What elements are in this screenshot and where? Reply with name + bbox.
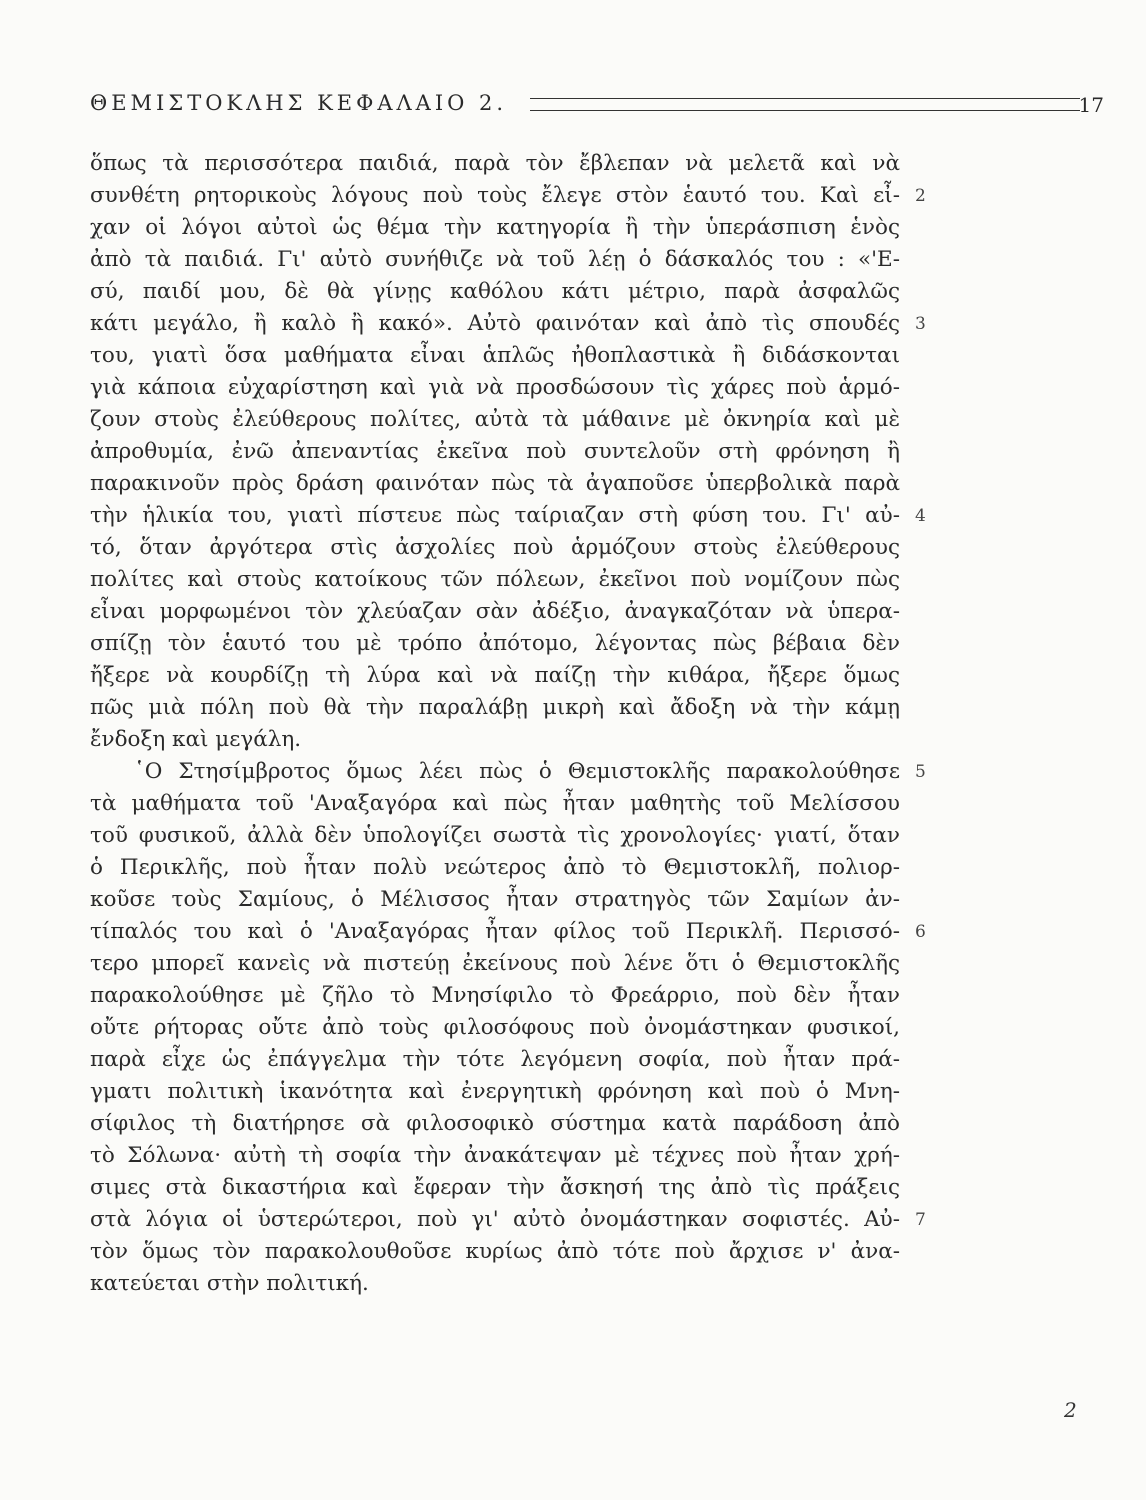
text-line: τίπαλός του καὶ ὁ 'Αναξαγόρας ἦταν φίλος τοῦ Περικλῆ. Περισσό- (90, 919, 900, 944)
margin-section-number: 5 (915, 762, 926, 782)
body-text (90, 148, 900, 1300)
text-line: τὸν ὅμως τὸν παρακολουθοῦσε κυρίως ἀπὸ τότε ποὺ ἄρχισε ν' ἀνα- (90, 1239, 900, 1264)
text-line: στὰ λόγια οἱ ὑστερώτεροι, ποὺ γι' αὐτὸ ὀνομάστηκαν σοφιστές. Αὐ- (90, 1207, 900, 1232)
text-line: πολίτες καὶ στοὺς κατοίκους τῶν πόλεων, ἐκεῖνοι ποὺ νομίζουν πὼς (90, 567, 900, 592)
text-line: γιὰ κάποια εὐχαρίστηση καὶ γιὰ νὰ προσδώσουν τὶς χάρες ποὺ ἁρμό- (90, 375, 900, 400)
text-line: τὸ Σόλωνα· αὐτὴ τὴ σοφία τὴν ἀνακάτεψαν μὲ τέχνες ποὺ ἦταν χρή- (90, 1143, 900, 1168)
text-line: σίφιλος τὴ διατήρησε σὰ φιλοσοφικὸ σύστημα κατὰ παράδοση ἀπὸ (90, 1111, 900, 1136)
text-line: ὁ Περικλῆς, ποὺ ἦταν πολὺ νεώτερος ἀπὸ τὸ Θεμιστοκλῆ, πολιορ- (90, 855, 900, 880)
running-header (90, 88, 1104, 118)
header-double-rule (530, 98, 1080, 111)
text-line: κάτι μεγάλο, ἢ καλὸ ἢ κακό». Αὐτὸ φαινόταν καὶ ἀπὸ τὶς σπουδές (90, 311, 900, 336)
text-line: τὴν ἡλικία του, γιατὶ πίστευε πὼς ταίριαζαν στὴ φύση του. Γι' αὐ- (90, 503, 900, 528)
text-line: του, γιατὶ ὅσα μαθήματα εἶναι ἁπλῶς ἠθοπλαστικὰ ἢ διδάσκονται (90, 343, 900, 368)
text-line: σπίζῃ τὸν ἑαυτό του μὲ τρόπο ἀπότομο, λέγοντας πὼς βέβαια δὲν (90, 631, 900, 656)
text-line: σύ, παιδί μου, δὲ θὰ γίνῃς καθόλου κάτι μέτριο, παρὰ ἀσφαλῶς (90, 279, 900, 304)
text-line: παρὰ εἶχε ὡς ἐπάγγελμα τὴν τότε λεγόμενη σοφία, ποὺ ἦταν πρά- (90, 1047, 900, 1072)
margin-section-number: 7 (915, 1210, 926, 1230)
text-line: ὅπως τὰ περισσότερα παιδιά, παρὰ τὸν ἔβλεπαν νὰ μελετᾶ καὶ νὰ (90, 151, 900, 176)
text-line: σιμες στὰ δικαστήρια καὶ ἔφεραν τὴν ἄσκησή της ἀπὸ τὶς πράξεις (90, 1175, 900, 1200)
text-line: κοῦσε τοὺς Σαμίους, ὁ Μέλισσος ἦταν στρατηγὸς τῶν Σαμίων ἀν- (90, 887, 900, 912)
text-line: παρακινοῦν πρὸς δράση φαινόταν πὼς τὰ ἀγαποῦσε ὑπερβολικὰ παρὰ (90, 471, 900, 496)
margin-section-number: 4 (915, 506, 926, 526)
signature-mark: 2 (1064, 1398, 1077, 1422)
text-line: εἶναι μορφωμένοι τὸν χλεύαζαν σὰν ἀδέξιο, ἀναγκαζόταν νὰ ὑπερα- (90, 599, 900, 624)
text-line: τερο μπορεῖ κανεὶς νὰ πιστεύῃ ἐκείνους ποὺ λένε ὅτι ὁ Θεμιστοκλῆς (90, 951, 900, 976)
text-line: συνθέτη ρητορικοὺς λόγους ποὺ τοὺς ἔλεγε στὸν ἑαυτό του. Καὶ εἶ- (90, 183, 900, 208)
page-number: 17 (1078, 93, 1104, 117)
text-line: ἤξερε νὰ κουρδίζῃ τὴ λύρα καὶ νὰ παίζῃ τὴν κιθάρα, ἤξερε ὅμως (90, 663, 900, 688)
text-line: ῾Ο Στησίμβροτος ὅμως λέει πὼς ὁ Θεμιστοκλῆς παρακολούθησε (134, 759, 900, 784)
text-line: πῶς μιὰ πόλη ποὺ θὰ τὴν παραλάβῃ μικρὴ καὶ ἄδοξη νὰ τὴν κάμῃ (90, 695, 900, 720)
text-line: κατεύεται στὴν πολιτική. (90, 1271, 369, 1296)
text-line: τό, ὅταν ἀργότερα στὶς ἀσχολίες ποὺ ἁρμόζουν στοὺς ἐλεύθερους (90, 535, 900, 560)
text-line: χαν οἱ λόγοι αὐτοὶ ὡς θέμα τὴν κατηγορία ἢ τὴν ὑπεράσπιση ἑνὸς (90, 215, 900, 240)
text-line: τὰ μαθήματα τοῦ 'Αναξαγόρα καὶ πὼς ἦταν μαθητὴς τοῦ Μελίσσου (90, 791, 900, 816)
header-title: ΘΕΜΙΣΤΟΚΛΗΣ ΚΕΦΑΛΑΙΟ 2. (90, 91, 508, 115)
margin-section-number: 2 (915, 186, 926, 206)
text-line: ἔνδοξη καὶ μεγάλη. (90, 727, 302, 752)
text-line: οὔτε ρήτορας οὔτε ἀπὸ τοὺς φιλοσόφους ποὺ ὀνομάστηκαν φυσικοί, (90, 1015, 900, 1040)
text-line: ἀπροθυμία, ἐνῶ ἀπεναντίας ἐκεῖνα ποὺ συντελοῦν στὴ φρόνηση ἢ (90, 439, 900, 464)
text-line: γματι πολιτικὴ ἱκανότητα καὶ ἐνεργητικὴ φρόνηση καὶ ποὺ ὁ Μνη- (90, 1079, 900, 1104)
margin-section-number: 3 (915, 314, 926, 334)
text-line: ἀπὸ τὰ παιδιά. Γι' αὐτὸ συνήθιζε νὰ τοῦ λέῃ ὁ δάσκαλός του : «'Ε- (90, 247, 900, 272)
text-line: ζουν στοὺς ἐλεύθερους πολίτες, αὐτὰ τὰ μάθαινε μὲ ὀκνηρία καὶ μὲ (90, 407, 900, 432)
text-line: τοῦ φυσικοῦ, ἀλλὰ δὲν ὑπολογίζει σωστὰ τὶς χρονολογίες· γιατί, ὅταν (90, 823, 900, 848)
text-line: παρακολούθησε μὲ ζῆλο τὸ Μνησίφιλο τὸ Φρεάρριο, ποὺ δὲν ἦταν (90, 983, 900, 1008)
margin-section-number: 6 (915, 922, 926, 942)
